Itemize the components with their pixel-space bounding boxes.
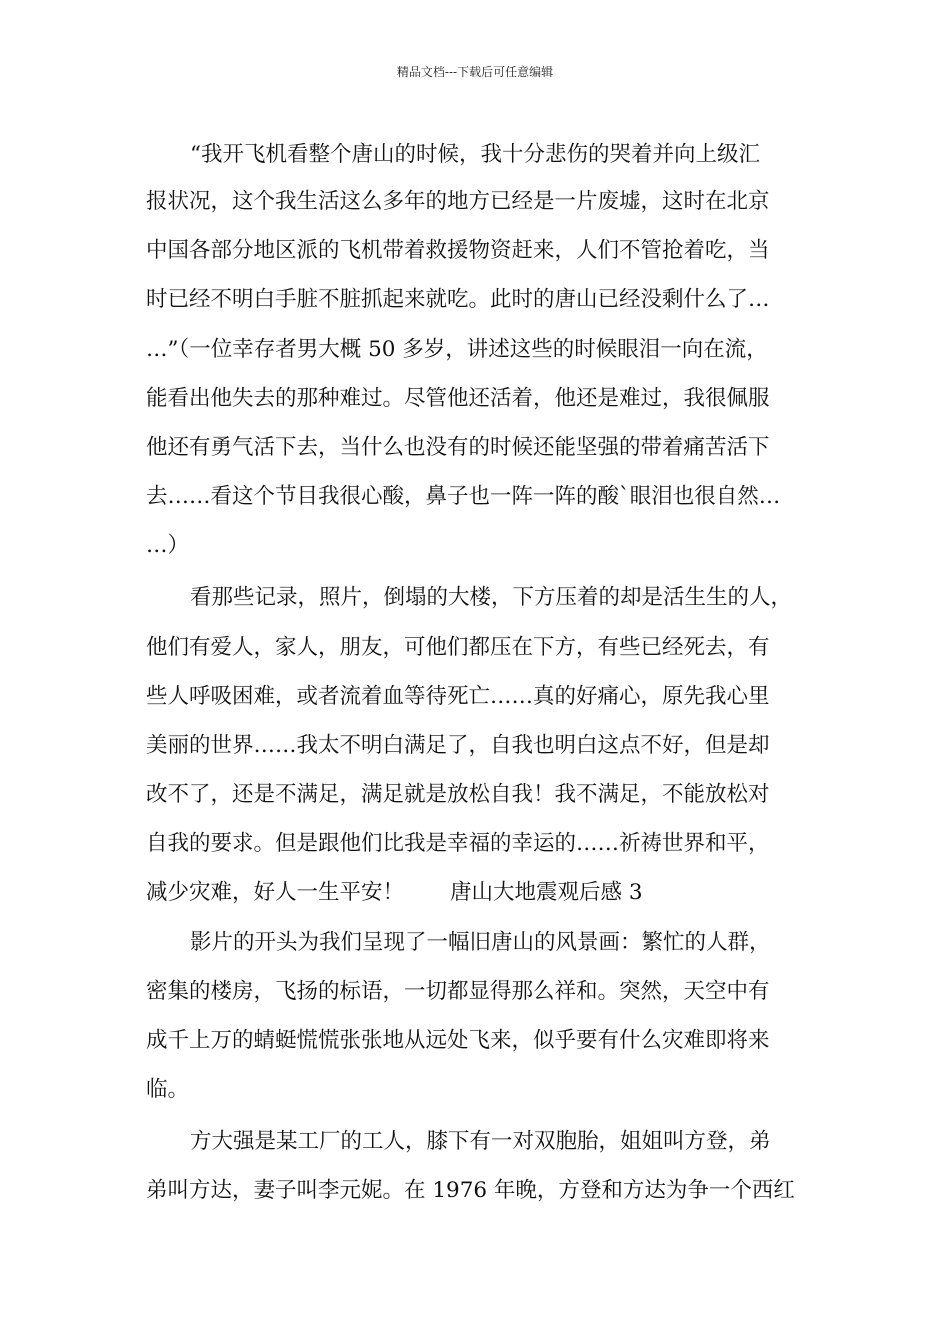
- text-line: …）: [146, 533, 190, 558]
- text-line: 影片的开头为我们呈现了一幅旧唐山的风景画：繁忙的人群，: [190, 930, 771, 955]
- text-line: 改不了，还是不满足，满足就是放松自我！我不满足，不能放松对: [146, 782, 770, 807]
- text-line: 报状况，这个我生活这么多年的地方已经是一片废墟，这时在北京: [146, 189, 770, 214]
- page-header: 精品文档---下载后可任意编辑: [396, 65, 554, 79]
- text-line: “我开飞机看整个唐山的时候，我十分悲伤的哭着并向上级汇: [190, 142, 760, 167]
- text-line: 美丽的世界……我太不明白满足了，自我也明白这点不好，但是却: [146, 733, 770, 758]
- text-line: 方大强是某工厂的工人，膝下有一对双胞胎，姐姐叫方登，弟: [190, 1129, 771, 1154]
- text-line-with-heading: [146, 879, 643, 907]
- text-line: 他还有勇气活下去，当什么也没有的时候还能坚强的带着痛苦活下: [146, 435, 770, 460]
- text-line: 自我的要求。但是跟他们比我是幸福的幸运的……祈祷世界和平，: [146, 831, 770, 856]
- text-line: 中国各部分地区派的飞机带着救援物资赶来，人们不管抢着吃，当: [146, 238, 770, 263]
- text-line: …”（一位幸存者男大概 50 多岁，讲述这些的时候眼泪一向在流，: [146, 337, 768, 362]
- text-line: 时已经不明白手脏不脏抓起来就吃。此时的唐山已经没剩什么了…: [146, 287, 770, 312]
- text-segment: 减少灾难，好人一生平安！: [146, 880, 405, 905]
- text-line: 些人呼吸困难，或者流着血等待死亡……真的好痛心，原先我心里: [146, 684, 770, 709]
- text-line: 临。: [146, 1077, 190, 1102]
- text-line: 他们有爱人，家人，朋友，可他们都压在下方，有些已经死去，有: [146, 635, 770, 660]
- text-line: 去……看这个节目我很心酸，鼻子也一阵一阵的酸`眼泪也很自然…: [146, 484, 781, 509]
- text-line: 看那些记录，照片，倒塌的大楼，下方压着的却是活生生的人，: [190, 585, 793, 610]
- text-line: 弟叫方达，妻子叫李元妮。在 1976 年晚，方登和方达为争一个西红: [146, 1178, 795, 1203]
- text-line: 密集的楼房，飞扬的标语，一切都显得那么祥和。突然，天空中有: [146, 979, 770, 1004]
- section-heading: 唐山大地震观后感 3: [450, 880, 643, 905]
- text-line: 成千上万的蜻蜓慌慌张张地从远处飞来，似乎要有什么灾难即将来: [146, 1028, 770, 1053]
- text-line: 能看出他失去的那种难过。尽管他还活着，他还是难过，我很佩服: [146, 386, 770, 411]
